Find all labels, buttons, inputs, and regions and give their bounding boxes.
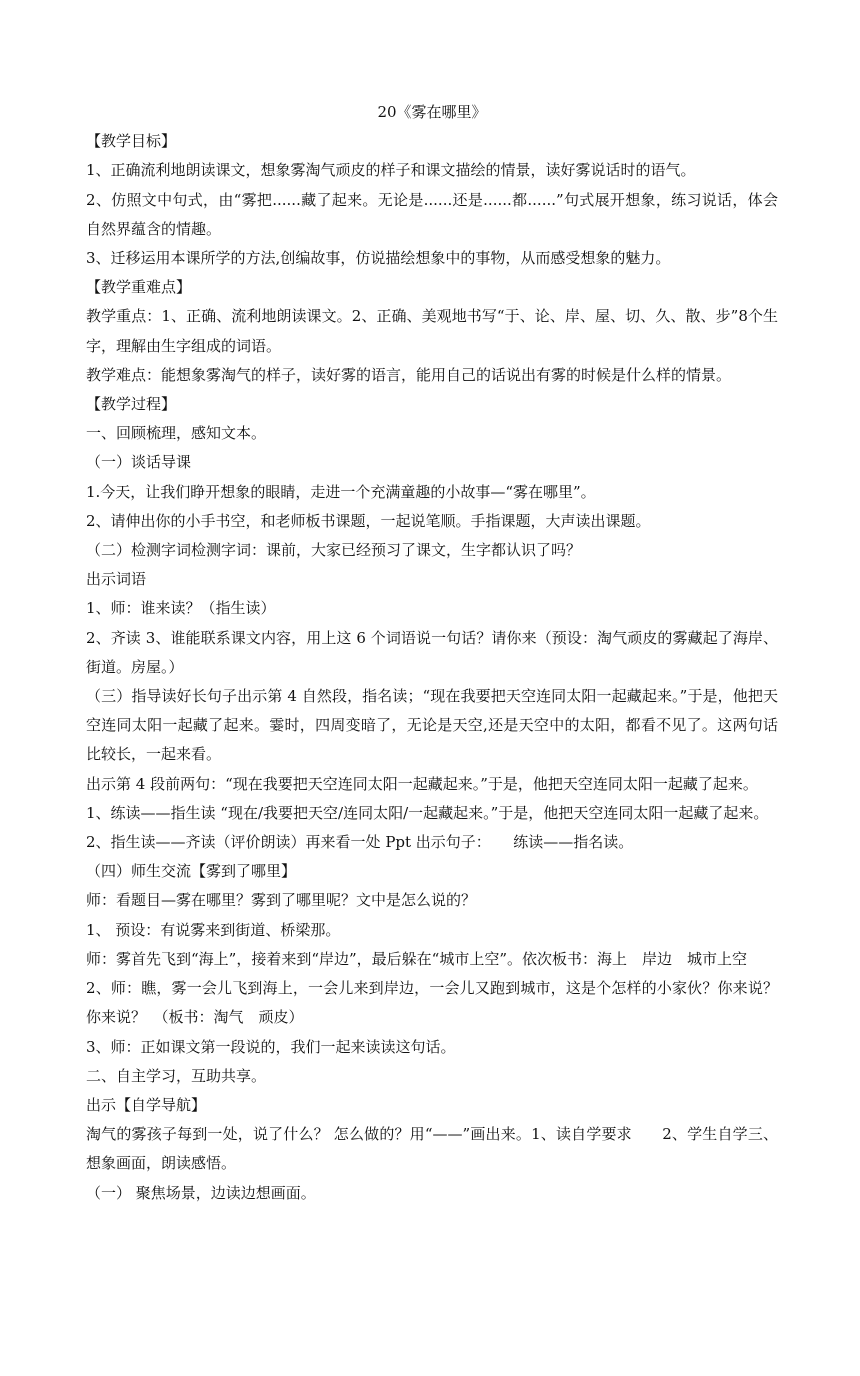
paragraph: 出示第 4 段前两句：“现在我要把天空连同太阳一起藏起来。”于是，他把天空连同太阳一起藏了起来。 <box>86 774 758 793</box>
section-heading-objectives: 【教学目标】 <box>86 132 177 151</box>
paragraph: 3、迁移运用本课所学的方法,创编故事，仿说描绘想象中的事物，从而感受想象的魅力。 <box>86 249 671 268</box>
paragraph: 1.今天，让我们睁开想象的眼睛，走进一个充满童趣的小故事—“雾在哪里”。 <box>86 482 596 501</box>
paragraph: （三）指导读好长句子出示第 4 自然段，指名读；“现在我要把天空连同太阳一起藏起来。”于是，他把天空连同太阳一起藏了起来。霎时，四周变暗了，无论是天空,还是天空中的太阳，都看不见了。这两句话比较长，一起来看。 <box>86 687 778 764</box>
paragraph: 3、师：正如课文第一段说的，我们一起来读读这句话。 <box>86 1037 456 1056</box>
paragraph: 2、请伸出你的小手书空，和老师板书课题，一起说笔顺。手指课题，大声读出课题。 <box>86 511 651 530</box>
paragraph: 2、师：瞧，雾一会儿飞到海上，一会儿来到岸边，一会儿又跑到城市，这是个怎样的小家伙？你来说？你来说？ （板书：淘气 顽皮） <box>86 979 778 1027</box>
paragraph: （二）检测字词检测字词：课前，大家已经预习了课文，生字都认识了吗？ <box>86 541 582 560</box>
paragraph: （一） 聚焦场景，边读边想画面。 <box>86 1183 316 1202</box>
section-heading-key-points: 【教学重难点】 <box>86 278 192 297</box>
paragraph: 师：雾首先飞到“海上”，接着来到“岸边”，最后躲在“城市上空”。依次板书：海上 岸边 城市上空 <box>86 949 748 968</box>
paragraph: 1、 预设：有说雾来到街道、桥梁那。 <box>86 920 341 939</box>
paragraph: 2、仿照文中句式，由“雾把......藏了起来。无论是......还是......都......”句式展开想象，练习说话，体会自然界蕴含的情趣。 <box>86 190 778 238</box>
paragraph: 教学重点：1、正确、流利地朗读课文。2、正确、美观地书写“于、论、岸、屋、切、久、散、步”8个生字，理解由生字组成的词语。 <box>86 307 778 355</box>
paragraph: 教学难点：能想象雾淘气的样子，读好雾的语言，能用自己的话说出有雾的时候是什么样的情景。 <box>86 365 732 384</box>
paragraph: 2、齐读 3、谁能联系课文内容，用上这 6 个词语说一句话？请你来（预设：淘气顽皮的雾藏起了海岸、街道。房屋。） <box>86 628 778 676</box>
document-title: 20《雾在哪里》 <box>377 103 487 121</box>
paragraph: 师：看题目—雾在哪里？雾到了哪里呢？文中是怎么说的？ <box>86 891 477 910</box>
paragraph: 1、正确流利地朗读课文，想象雾淘气顽皮的样子和课文描绘的情景，读好雾说话时的语气。 <box>86 161 696 180</box>
paragraph: 出示词语 <box>86 570 147 589</box>
document-body <box>86 127 778 1208</box>
section-heading-process: 【教学过程】 <box>86 395 177 414</box>
paragraph: 二、自主学习，互助共享。 <box>86 1066 267 1085</box>
paragraph: 淘气的雾孩子每到一处，说了什么？ 怎么做的？用“——”画出来。1、读自学要求 2、学生自学三、想象画面，朗读感悟。 <box>86 1125 778 1173</box>
paragraph: 1、练读——指生读 “现在/我要把天空/连同太阳/一起藏起来。”于是，他把天空连同太阳一起藏了起来。 <box>86 803 769 822</box>
paragraph: （四）师生交流【雾到了哪里】 <box>86 862 297 881</box>
paragraph: 一、回顾梳理，感知文本。 <box>86 424 267 443</box>
paragraph: （一）谈话导课 <box>86 453 192 472</box>
paragraph: 2、指生读——齐读（评价朗读）再来看一处 Ppt 出示句子： 练读——指名读。 <box>86 833 634 852</box>
paragraph: 出示【自学导航】 <box>86 1095 207 1114</box>
paragraph: 1、师：谁来读？（指生读） <box>86 599 276 618</box>
